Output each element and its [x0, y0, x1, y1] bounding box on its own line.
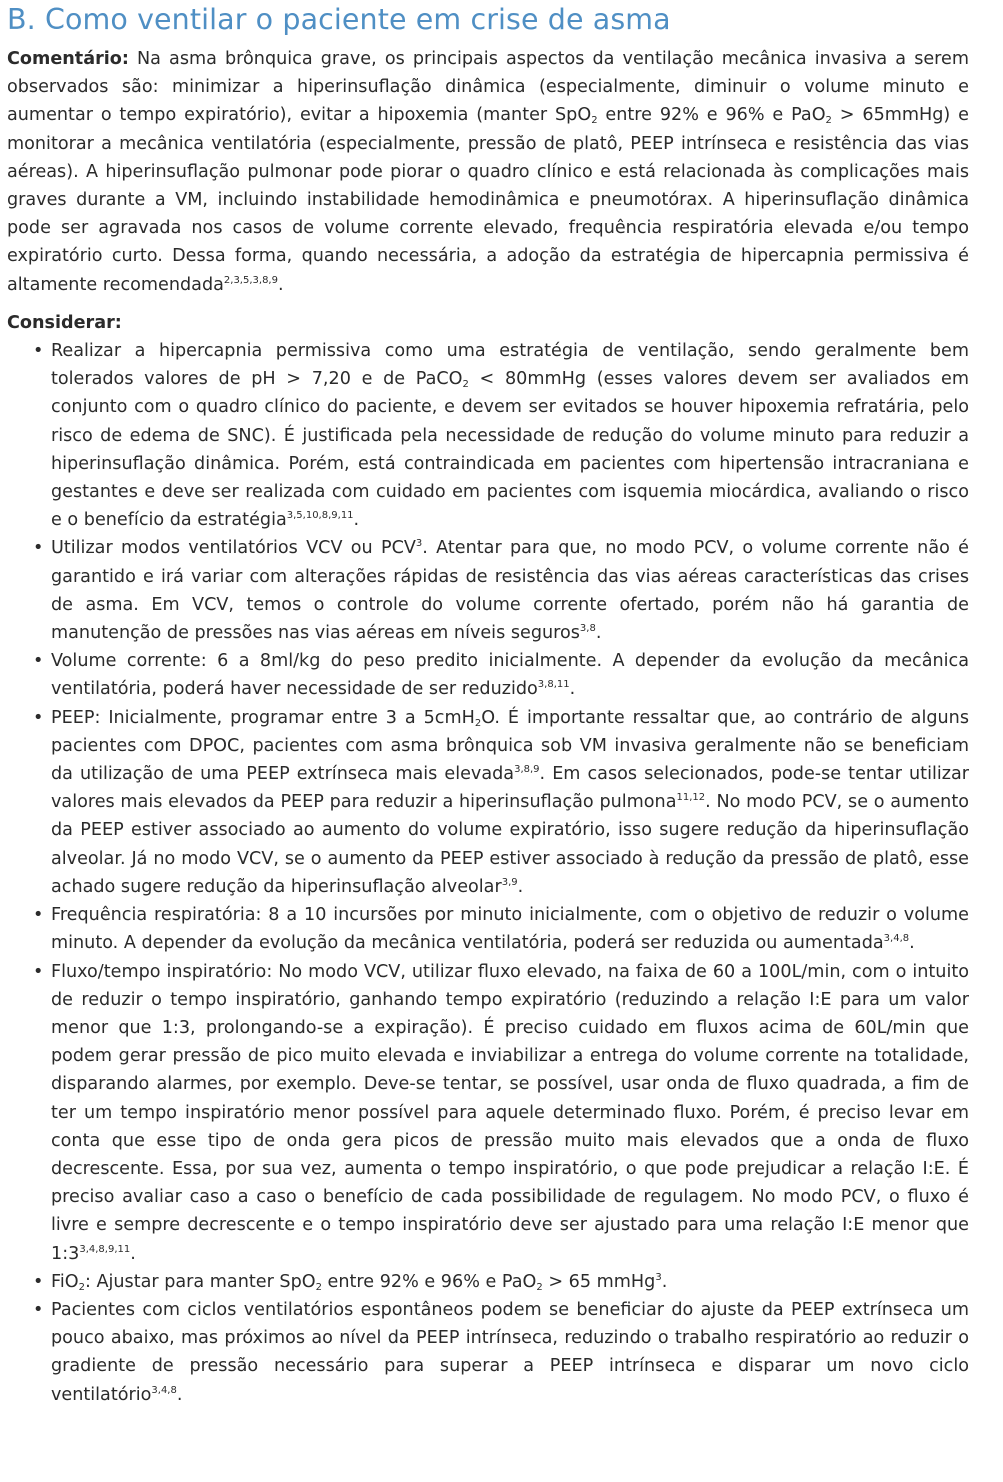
item-text: . — [569, 679, 576, 700]
citation: 3,9 — [501, 876, 518, 888]
item-text: Volume corrente: 6 a 8ml/kg do peso predito inicialmente. A depender da evolução da mecânica ventilatória, poderá haver necessidade de ser reduzido — [51, 651, 969, 700]
item-text: . — [353, 510, 360, 531]
list-item — [33, 337, 969, 534]
list-item — [33, 704, 969, 901]
bullet: • — [33, 707, 44, 728]
item-text: FiO — [51, 1271, 79, 1292]
item-text: PEEP: Inicialmente, programar entre 3 a 5cmH — [51, 707, 475, 728]
item-text: . — [130, 1243, 136, 1264]
citation: 3,5,10,8,9,11 — [286, 510, 354, 522]
bullet: • — [33, 961, 44, 982]
item-text: . Em casos selecionados, pode-se tentar utilizar valores mais elevados da PEEP para reduzir a hiperinsuflação pulmona — [51, 764, 969, 813]
item-text: Pacientes com ciclos ventilatórios espontâneos podem se beneficiar do ajuste da PEEP extrínseca um pouco abaixo, mas próximos ao nível da PEEP intrínseca, reduzindo o trabalho respiratório ao reduzir o gradiente de pressão necessário para superar a PEEP intrínseca e disparar um novo ciclo ventilatório — [51, 1299, 969, 1405]
subscript: 2 — [462, 379, 469, 391]
consider-label: Considerar: — [7, 312, 122, 333]
recommendation-list — [7, 337, 969, 1409]
citation: 3,4,8,9,11 — [79, 1243, 131, 1255]
bullet: • — [33, 341, 44, 362]
list-item — [33, 647, 969, 703]
citation: 2,3,5,3,8,9 — [223, 274, 278, 286]
citation: 3 — [655, 1271, 662, 1283]
item-text: . — [517, 876, 524, 897]
citation: 3 — [415, 538, 423, 550]
bullet: • — [33, 1271, 44, 1292]
item-text: < 80mmHg (esses valores devem ser avaliados em conjunto com o quadro clínico do paciente, e devem ser evitados se houver hipoxemia refratária, pelo risco de edema de SNC). É justificada pela necessidade de redução do volume minuto para reduzir a hiperinsuflação dinâmica. Porém, está contraindicada em pacientes com hipertensão intracraniana e gestantes e deve ser realizada com cuidado em pacientes com isquemia miocárdica, avaliando o risco e o benefício da estratégia — [51, 369, 969, 531]
comment-label: Comentário: — [7, 49, 129, 69]
list-item — [33, 534, 969, 647]
bullet: • — [33, 651, 44, 672]
comment-text: > 65mmHg) e monitorar a mecânica ventilatória (especialmente, pressão de platô, PEEP intrínseca e resistência das vias aéreas). A hiperinsuflação pulmonar pode piorar o quadro clínico e está relacionada às complicações mais graves durante a VM, incluindo instabilidade hemodinâmica e pneumotórax. A hiperinsuflação dinâmica pode ser agravada nos casos de volume corrente elevado, frequência respiratória elevada e/ou tempo expiratório curto. Dessa forma, quando necessária, a adoção da estratégia de hipercapnia permissiva é altamente recomendada — [7, 105, 969, 295]
item-text: . — [176, 1384, 183, 1405]
citation: 3,8 — [579, 623, 596, 635]
item-text: Frequência respiratória: 8 a 10 incursões por minuto inicialmente, com o objetivo de reduzir o volume minuto. A depender da evolução da mecânica ventilatória, poderá ser reduzida ou aumentada — [51, 905, 969, 954]
subscript: 2 — [825, 115, 832, 127]
list-item — [33, 901, 969, 957]
bullet: • — [33, 905, 44, 926]
subscript: 2 — [591, 115, 598, 127]
citation: 3,4,8 — [883, 933, 910, 945]
subscript: 2 — [474, 717, 482, 729]
item-text: Realizar a hipercapnia permissiva como uma estratégia de ventilação, sendo geralmente bem tolerados valores de pH > 7,20 e de PaCO — [51, 341, 969, 390]
item-text: : Ajustar para manter SpO — [84, 1271, 316, 1292]
subscript: 2 — [78, 1281, 85, 1293]
citation: 3,4,8 — [151, 1384, 177, 1396]
item-text: . No modo PCV, se o aumento da PEEP estiver associado ao aumento do volume expiratório, isso sugere redução da hiperinsuflação alveolar. Já no modo VCV, se o aumento da PEEP estiver associado à redução da pressão de platô, esse achado sugere redução da hiperinsuflação alveolar — [51, 792, 969, 897]
item-text: . — [661, 1271, 668, 1292]
bullet: • — [33, 1299, 44, 1320]
item-text: . — [909, 933, 915, 954]
comment-text: . — [277, 274, 284, 295]
comment-paragraph — [7, 45, 969, 299]
comment-text: Na asma brônquica grave, os principais aspectos da ventilação mecânica invasiva a serem observados são: minimizar a hiperinsuflação dinâmica (especialmente, diminuir o volume minuto e aumentar o tempo expiratório), evitar a hipoxemia (manter SpO — [7, 49, 969, 126]
subscript: 2 — [315, 1281, 322, 1293]
item-text: Utilizar modos ventilatórios VCV ou PCV — [51, 538, 416, 559]
item-text: > 65 mmHg — [542, 1271, 656, 1292]
list-item — [33, 1296, 969, 1409]
item-text: . Atentar para que, no modo PCV, o volume corrente não é garantido e irá variar com alterações rápidas de resistência das vias aéreas características das crises de asma. Em VCV, temos o controle do volume corrente ofertado, porém não há garantia de manutenção de pressões nas vias aéreas em níveis seguros — [51, 538, 969, 644]
subscript: 2 — [536, 1281, 543, 1293]
section-heading: B. Como ventilar o paciente em crise de asma — [7, 3, 671, 36]
list-item — [33, 958, 969, 1268]
citation: 3,8,9 — [514, 764, 540, 776]
bullet: • — [33, 538, 44, 559]
item-text: O. É importante ressaltar que, ao contrário de alguns pacientes com DPOC, pacientes com asma brônquica sob VM invasiva geralmente não se beneficiam da utilização de uma PEEP extrínseca mais elevada — [51, 707, 969, 785]
citation: 11,12 — [676, 792, 706, 804]
comment-text: entre 92% e 96% e PaO — [597, 105, 826, 126]
item-text: . — [595, 623, 602, 644]
item-text: Fluxo/tempo inspiratório: No modo VCV, utilizar fluxo elevado, na faixa de 60 a 100L/min, com o intuito de reduzir o tempo inspiratório, ganhando tempo expiratório (reduzindo a relação I:E para um valor menor que 1:3, prolongando-se a expiração). É preciso cuidado em fluxos acima de 60L/min que podem gerar pressão de pico muito elevada e inviabilizar a entrega do volume corrente na totalidade, disparando alarmes, por exemplo. Deve-se tentar, se possível, usar onda de fluxo quadrada, a fim de ter um tempo inspiratório menor possível para aquele determinado fluxo. Porém, é preciso levar em conta que esse tipo de onda gera picos de pressão muito mais elevados que a onda de fluxo decrescente. Essa, por sua vez, aumenta o tempo inspiratório, o que pode prejudicar a relação I:E. É preciso avaliar caso a caso o benefício de cada possibilidade de regulagem. No modo PCV, o fluxo é livre e sempre decrescente e o tempo inspiratório deve ser ajustado para uma relação I:E menor que 1:3 — [51, 961, 969, 1264]
item-text: entre 92% e 96% e PaO — [321, 1271, 537, 1292]
list-item — [33, 1268, 969, 1296]
citation: 3,8,11 — [537, 679, 570, 691]
